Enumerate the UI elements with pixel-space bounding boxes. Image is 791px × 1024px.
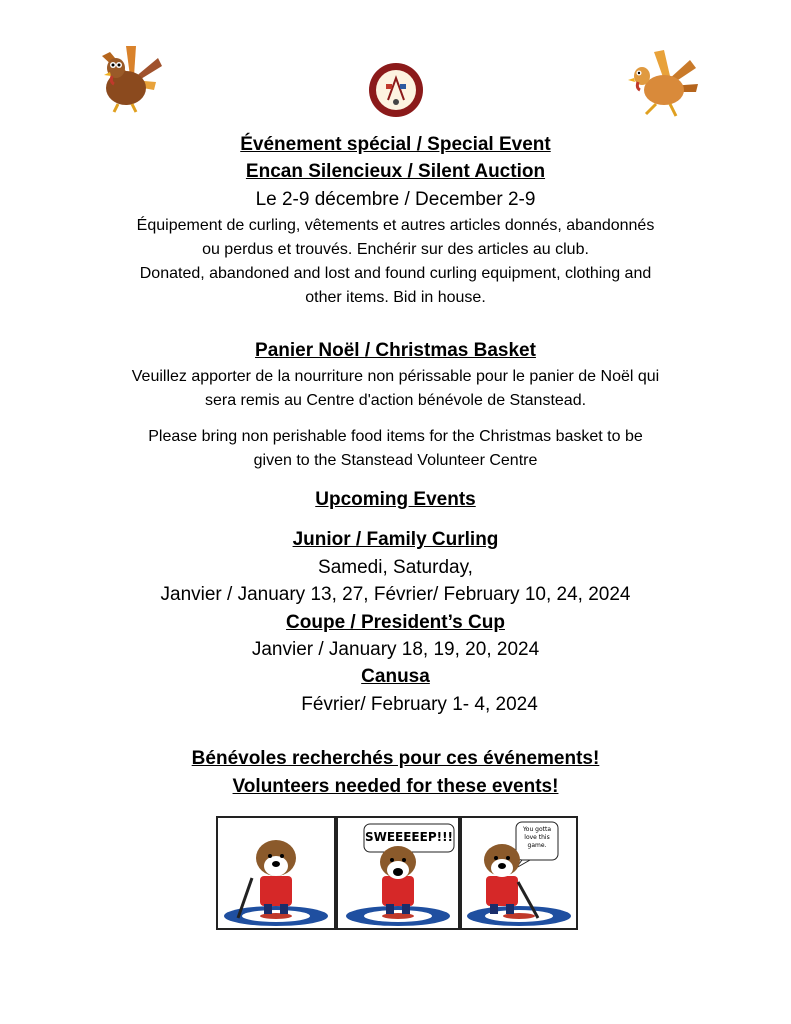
comic-panel-3	[460, 816, 578, 930]
curling-dog-icon	[218, 818, 334, 928]
auction-desc-fr-2: ou perdus et trouvés. Enchérir sur des articles au club.	[202, 241, 589, 258]
comic-panel-2	[336, 816, 460, 930]
running-turkey-icon	[628, 50, 698, 116]
basket-desc-fr-1: Veuillez apporter de la nourriture non périssable pour le panier de Noël qui	[131, 368, 660, 385]
auction-desc-fr-1: Équipement de curling, vêtements et autres articles donnés, abandonnés	[136, 217, 655, 234]
canusa-title: Canusa	[361, 666, 430, 687]
canusa-dates: Février/ February 1- 4, 2024	[301, 694, 538, 715]
volunteers-fr: Bénévoles recherchés pour ces événements!	[191, 748, 600, 769]
basket-desc-fr-2: sera remis au Centre d'action bénévole de Stanstead.	[204, 392, 587, 409]
upcoming-events-title: Upcoming Events	[315, 489, 476, 510]
basket-desc-en-2: given to the Stanstead Volunteer Centre	[253, 452, 538, 469]
junior-curling-days: Samedi, Saturday,	[318, 557, 473, 578]
silent-auction-title: Encan Silencieux / Silent Auction	[245, 161, 546, 182]
junior-curling-title: Junior / Family Curling	[292, 529, 499, 550]
junior-curling-dates: Janvier / January 13, 27, Février/ February 10, 24, 2024	[160, 584, 631, 605]
presidents-cup-title: Coupe / President’s Cup	[286, 612, 505, 633]
comic-bubble-love-game: You gotta love this game.	[522, 826, 552, 849]
turkey-icon	[102, 46, 162, 112]
curling-club-logo	[368, 62, 424, 118]
auction-desc-en-2: other items. Bid in house.	[305, 289, 486, 306]
comic-bubble-sweep: SWEEEEEP!!!	[364, 830, 454, 844]
auction-desc-en-1: Donated, abandoned and lost and found curling equipment, clothing and	[139, 265, 652, 282]
turkey-illustration-left	[92, 42, 164, 114]
christmas-basket-title: Panier Noël / Christmas Basket	[255, 340, 536, 361]
presidents-cup-dates: Janvier / January 18, 19, 20, 2024	[251, 639, 540, 660]
comic-panel-1	[216, 816, 336, 930]
turkey-illustration-right	[624, 46, 700, 118]
basket-desc-en-1: Please bring non perishable food items for the Christmas basket to be	[148, 428, 643, 445]
auction-dates: Le 2-9 décembre / December 2-9	[255, 189, 536, 210]
volunteers-en: Volunteers needed for these events!	[232, 776, 559, 797]
special-event-heading: Événement spécial / Special Event	[240, 134, 551, 155]
